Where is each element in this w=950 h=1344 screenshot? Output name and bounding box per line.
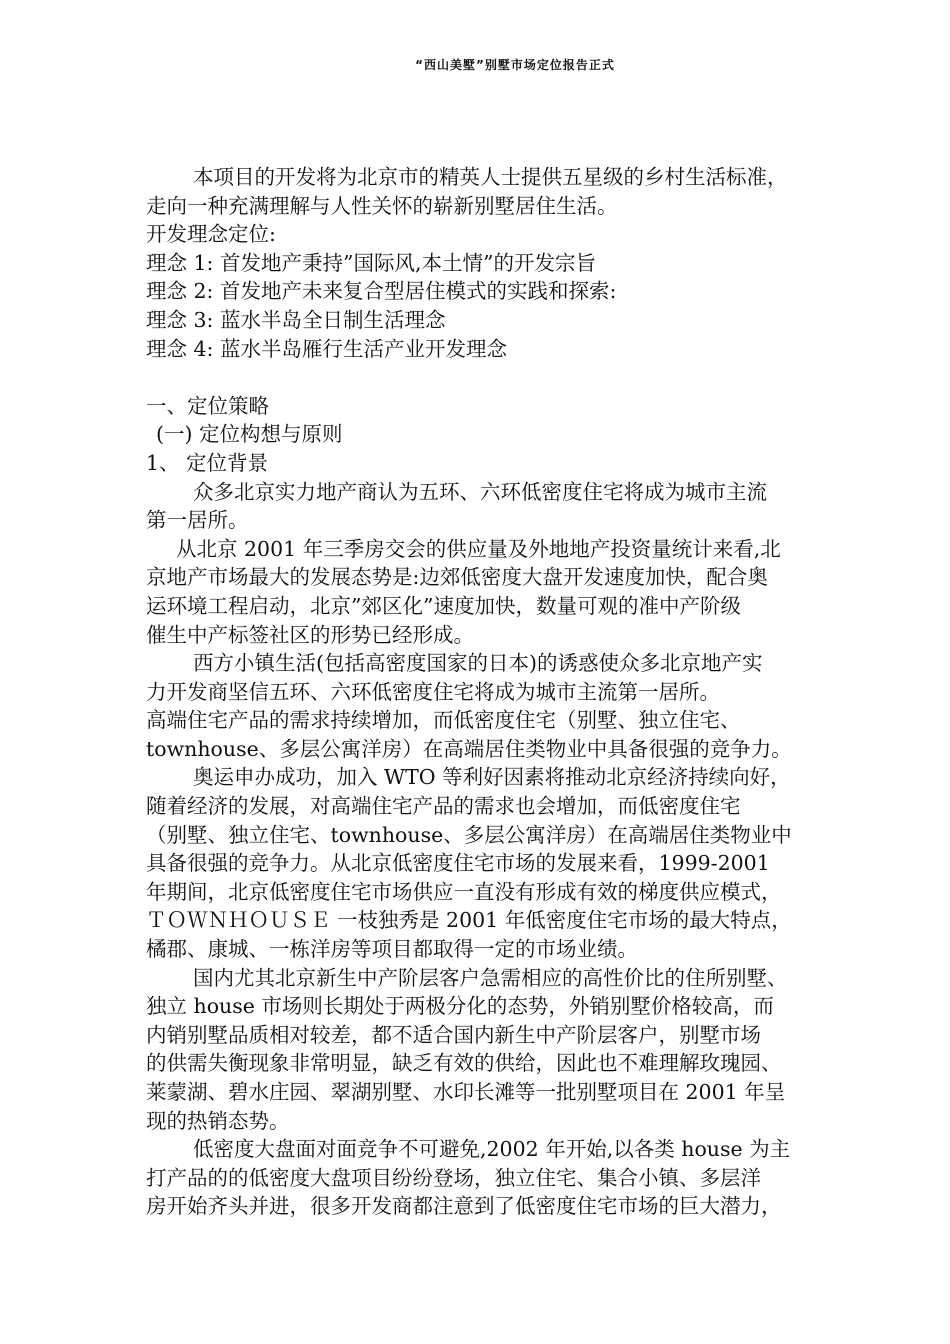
- paragraph-line: 奥运申办成功，加入 WTO 等利好因素将推动北京经济持续向好，: [193, 765, 791, 790]
- paragraph-line: 催生中产标签社区的形势已经形成。: [146, 622, 474, 647]
- paragraph-line: 内销别墅品质相对较差，都不适合国内新生中产阶层客户，别墅市场: [146, 1022, 761, 1047]
- paragraph-line: （别墅、独立住宅、townhouse、多层公寓洋房）在高端居住类物业中: [146, 822, 792, 847]
- concept-item: 理念 1: 首发地产秉持”国际风,本土情”的开发宗旨: [146, 250, 596, 275]
- paragraph-line: 国内尤其北京新生中产阶层客户急需相应的高性价比的住所别墅、: [193, 965, 788, 990]
- paragraph-line: 具备很强的竞争力。从北京低密度住宅市场的发展来看，1999-2001: [146, 851, 770, 876]
- paragraph-line: 力开发商坚信五环、六环低密度住宅将成为城市主流第一居所。: [146, 679, 720, 704]
- intro-line: 本项目的开发将为北京市的精英人士提供五星级的乡村生活标准，: [193, 165, 788, 189]
- paragraph-line: ＴＯＷＮＨＯＵＳＥ 一枝独秀是 2001 年低密度住宅市场的最大特点，: [146, 908, 792, 933]
- intro-line: 走向一种充满理解与人性关怀的崭新别墅居住生活。: [146, 193, 618, 218]
- section-heading: 一、定位策略: [146, 393, 269, 418]
- concept-heading: 开发理念定位:: [146, 222, 276, 247]
- concept-item: 理念 2: 首发地产未来复合型居住模式的实践和探索:: [146, 279, 617, 304]
- paragraph-line: 随着经济的发展，对高端住宅产品的需求也会增加，而低密度住宅: [146, 794, 741, 819]
- paragraph-line: 从北京 2001 年三季房交会的供应量及外地地产投资量统计来看,北: [176, 536, 781, 561]
- document-body: [146, 163, 886, 1221]
- concept-item: 理念 3: 蓝水半岛全日制生活理念: [146, 307, 446, 332]
- paragraph-line: 的供需失衡现象非常明显，缺乏有效的供给，因此也不难理解玫瑰园、: [146, 1051, 782, 1076]
- paragraph-line: 高端住宅产品的需求持续增加，而低密度住宅（别墅、独立住宅、: [146, 708, 741, 733]
- document-title: “西山美墅”别墅市场定位报告正式: [415, 58, 615, 72]
- paragraph-line: 第一居所。: [146, 508, 249, 533]
- paragraph-line: 橘郡、康城、一栋洋房等项目都取得一定的市场业绩。: [146, 937, 638, 962]
- paragraph-line: 西方小镇生活(包括高密度国家的日本)的诱惑使众多北京地产实: [193, 651, 763, 676]
- paragraph-line: 莱蒙湖、碧水庄园、翠湖别墅、水印长滩等一批别墅项目在 2001 年呈: [146, 1080, 786, 1104]
- spacer: [146, 363, 886, 392]
- paragraph-line: 运环境工程启动，北京”郊区化”速度加快，数量可观的准中产阶级: [146, 593, 741, 618]
- paragraph-line: 年期间，北京低密度住宅市场供应一直没有形成有效的梯度供应模式，: [146, 879, 782, 904]
- concept-item: 理念 4: 蓝水半岛雁行生活产业开发理念: [146, 336, 507, 361]
- paragraph-line: townhouse、多层公寓洋房）在高端居住类物业中具备很强的竞争力。: [146, 736, 792, 761]
- paragraph-line: 众多北京实力地产商认为五环、六环低密度住宅将成为城市主流: [193, 479, 767, 504]
- paragraph-line: 低密度大盘面对面竞争不可避免,2002 年开始,以各类 house 为主: [193, 1137, 791, 1162]
- paragraph-line: 打产品的的低密度大盘项目纷纷登场，独立住宅、集合小镇、多层洋: [146, 1165, 761, 1190]
- item-heading: 1、 定位背景: [146, 450, 269, 475]
- paragraph-line: 现的热销态势。: [146, 1108, 290, 1133]
- paragraph-line: 房开始齐头并进，很多开发商都注意到了低密度住宅市场的巨大潜力，: [146, 1194, 782, 1219]
- sub-section-heading: (一) 定位构想与原则: [156, 422, 343, 447]
- paragraph-line: 京地产市场最大的发展态势是:边郊低密度大盘开发速度加快，配合奥: [146, 565, 768, 590]
- paragraph-line: 独立 house 市场则长期处于两极分化的态势，外销别墅价格较高，而: [146, 994, 774, 1019]
